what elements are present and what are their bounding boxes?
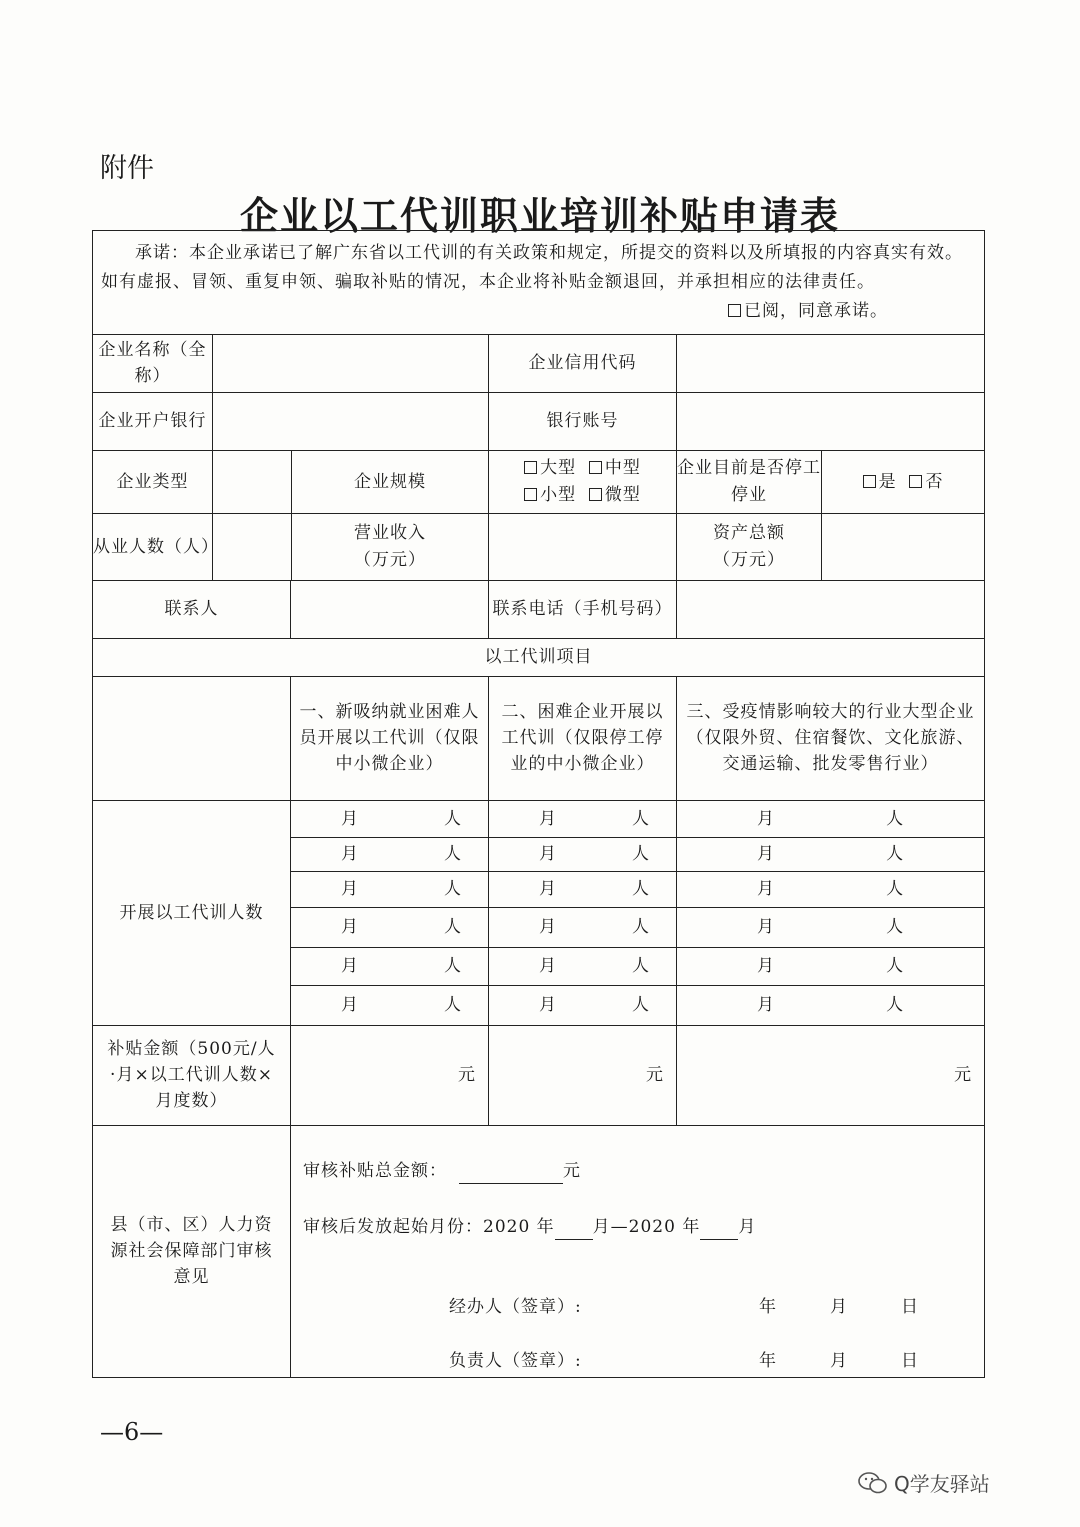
review-total-unit: 元 <box>563 1160 581 1181</box>
checkbox-icon[interactable] <box>524 488 537 501</box>
project-1-header: 一、新吸纳就业困难人员开展以工代训（仅限中小微企业） <box>291 676 489 800</box>
form-title: 企业以工代训职业培训补贴申请表 <box>239 193 840 238</box>
phone-field[interactable] <box>677 580 985 638</box>
checkbox-icon[interactable] <box>589 461 602 474</box>
review-month-1-input[interactable] <box>555 1221 593 1240</box>
promise-cell <box>93 231 985 335</box>
review-period-label: 审核后发放起始月份： <box>303 1216 483 1237</box>
project-2-header: 二、困难企业开展以工代训（仅限停工停业的中小微企业） <box>489 676 677 800</box>
assets-label: 资产总额（万元） <box>677 513 822 580</box>
credit-code-label: 企业信用代码 <box>489 334 677 392</box>
company-name-field[interactable] <box>213 334 489 392</box>
count-cell[interactable]: 月 人 <box>489 907 677 947</box>
subsidy-label: 补贴金额（500元/人·月×以工代训人数×月度数） <box>93 1025 291 1125</box>
scale-small-label: 小型 <box>540 484 577 505</box>
subsidy-3-field[interactable]: 元 <box>677 1025 985 1125</box>
scale-medium-option[interactable] <box>589 458 641 478</box>
count-cell[interactable]: 月 人 <box>291 907 489 947</box>
watermark <box>858 1468 990 1497</box>
bank-label: 企业开户银行 <box>93 392 213 450</box>
checkbox-icon[interactable] <box>524 461 537 474</box>
count-cell[interactable]: 月 人 <box>677 871 985 907</box>
count-cell[interactable]: 月 人 <box>677 985 985 1025</box>
review-total-label: 审核补贴总金额： <box>303 1160 447 1181</box>
review-period-line <box>303 1214 756 1240</box>
scale-large-label: 大型 <box>540 458 577 479</box>
watermark-text: Q学友驿站 <box>894 1472 990 1496</box>
employees-label: 从业人数（人） <box>93 513 213 580</box>
no-option[interactable] <box>909 472 943 492</box>
checkbox-icon[interactable] <box>728 304 741 317</box>
count-cell[interactable]: 月 人 <box>291 871 489 907</box>
count-cell[interactable]: 月 人 <box>677 907 985 947</box>
company-name-label: 企业名称（全称） <box>93 334 213 392</box>
leader-date: 年 月 日 <box>759 1350 919 1371</box>
count-cell[interactable]: 月 人 <box>677 837 985 871</box>
yes-option[interactable] <box>863 472 897 492</box>
scale-large-option[interactable] <box>524 458 576 478</box>
scale-micro-option[interactable] <box>589 485 641 505</box>
assets-field[interactable] <box>822 513 985 580</box>
count-cell[interactable]: 月 人 <box>291 985 489 1025</box>
projects-header: 以工代训项目 <box>93 638 985 676</box>
attachment-label: 附件 <box>100 153 154 184</box>
promise-line-1: 承诺：本企业承诺已了解广东省以工代训的有关政策和规定，所提交的资料以及所填报的内容真实有效。 <box>135 243 963 263</box>
subsidy-2-field[interactable]: 元 <box>489 1025 677 1125</box>
account-label: 银行账号 <box>489 392 677 450</box>
page-number: —6— <box>100 1418 164 1446</box>
checkbox-icon[interactable] <box>589 488 602 501</box>
review-label: 县（市、区）人力资源社会保障部门审核意见 <box>93 1125 291 1377</box>
subsidy-1-field[interactable]: 元 <box>291 1025 489 1125</box>
count-cell[interactable]: 月 人 <box>291 800 489 837</box>
scale-micro-label: 微型 <box>604 484 641 505</box>
account-field[interactable] <box>677 392 985 450</box>
checkbox-icon[interactable] <box>863 475 876 488</box>
count-cell[interactable]: 月 人 <box>489 871 677 907</box>
count-cell[interactable]: 月 人 <box>291 947 489 985</box>
wechat-icon <box>858 1471 888 1495</box>
scale-label: 企业规模 <box>354 471 426 492</box>
application-form <box>92 230 985 1378</box>
agree-label: 已阅，同意承诺。 <box>744 300 889 321</box>
credit-code-field[interactable] <box>677 334 985 392</box>
review-total-line <box>303 1158 581 1184</box>
scale-options <box>489 450 677 513</box>
count-cell[interactable]: 月 人 <box>677 800 985 837</box>
count-label: 开展以工代训人数 <box>93 800 291 1025</box>
agree-checkbox[interactable] <box>101 297 978 326</box>
review-month-2-label: 月 <box>738 1216 757 1237</box>
count-cell[interactable]: 月 人 <box>489 800 677 837</box>
yes-label: 是 <box>878 471 897 492</box>
shutdown-label: 企业目前是否停工停业 <box>677 450 822 513</box>
promise-line-2: 如有虚报、冒领、重复申领、骗取补贴的情况，本企业将补贴金额退回，并承担相应的法律责任。 <box>101 271 875 292</box>
project-3-header: 三、受疫情影响较大的行业大型企业（仅限外贸、住宿餐饮、文化旅游、交通运输、批发零售行业） <box>677 676 985 800</box>
count-cell[interactable]: 月 人 <box>677 947 985 985</box>
scale-medium-label: 中型 <box>604 458 641 479</box>
review-total-input[interactable] <box>459 1165 563 1184</box>
contact-label: 联系人 <box>93 580 291 638</box>
review-year-1: 2020 年 <box>483 1216 555 1237</box>
type-label: 企业类型 <box>93 450 213 513</box>
type-field[interactable] <box>213 451 292 513</box>
review-month-2-input[interactable] <box>700 1221 738 1240</box>
phone-label: 联系电话（手机号码） <box>489 580 677 638</box>
checkbox-icon[interactable] <box>909 475 922 488</box>
handler-date: 年 月 日 <box>759 1296 919 1317</box>
contact-field[interactable] <box>291 580 489 638</box>
review-month-1-label: 月—2020 年 <box>592 1216 701 1237</box>
count-cell[interactable]: 月 人 <box>489 837 677 871</box>
review-area <box>291 1125 985 1377</box>
revenue-label: 营业收入（万元） <box>354 523 426 570</box>
revenue-field[interactable] <box>489 513 677 580</box>
shutdown-options <box>822 450 985 513</box>
scale-small-option[interactable] <box>524 485 576 505</box>
blank-cell <box>93 676 291 800</box>
handler-signature[interactable]: 经办人（签章）: <box>449 1296 582 1317</box>
count-cell[interactable]: 月 人 <box>489 947 677 985</box>
count-cell[interactable]: 月 人 <box>489 985 677 1025</box>
no-label: 否 <box>925 471 944 492</box>
leader-signature[interactable]: 负责人（签章）: <box>449 1350 582 1371</box>
employees-field[interactable] <box>213 514 292 580</box>
bank-field[interactable] <box>213 392 489 450</box>
count-cell[interactable]: 月 人 <box>291 837 489 871</box>
